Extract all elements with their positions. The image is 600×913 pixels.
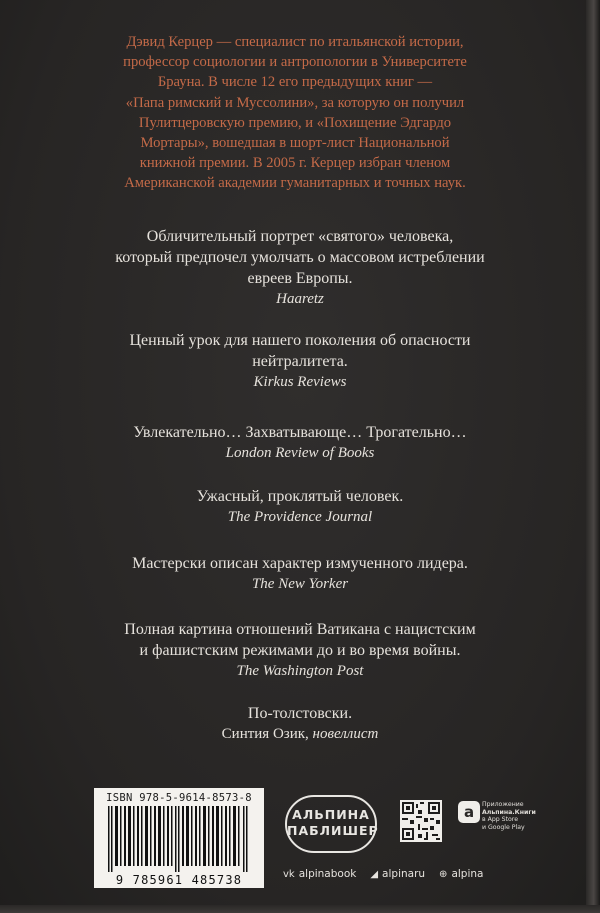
review-quote-line: Мастерски описан характер измученного лидера.: [132, 555, 468, 572]
bio-line: Пулитцеровскую премию, и «Похищение Эдгардо: [138, 114, 452, 131]
review-source: The Providence Journal: [227, 509, 373, 525]
review-washington-post: [40, 619, 560, 682]
review-quote-line: нейтралитета.: [252, 353, 348, 370]
barcode-bars: [108, 806, 250, 872]
barcode-digits: 9 785961 485738: [115, 873, 243, 887]
bio-line: книжной премии. В 2005 г. Керцер избран членом: [139, 155, 451, 172]
app-promo-line: Альпина.Книги: [482, 808, 536, 816]
review-quote-line: Полная картина отношений Ватикана с нацистским: [124, 621, 476, 638]
alpina-app-icon: a: [458, 801, 480, 823]
bio-line: профессор социологии и антропологии в Университете: [123, 54, 467, 71]
review-lrb: [40, 422, 560, 464]
qr-code-icon: [400, 800, 442, 842]
review-quote-line: Увлекательно… Захватывающе… Трогательно…: [133, 424, 467, 441]
review-new-yorker: [40, 553, 560, 595]
bio-line: Дэвид Керцер — специалист по итальянской истории,: [126, 34, 464, 50]
book-spine-edge: [586, 0, 600, 913]
app-promo-text: [482, 801, 542, 831]
review-source: Kirkus Reviews: [253, 374, 347, 390]
author-name: Синтия Озик,: [221, 726, 309, 742]
review-ozick: [40, 703, 560, 745]
plus-circle-icon: ⊕: [439, 869, 448, 880]
barcode-label: [94, 788, 264, 888]
app-promo-line: и Google Play: [482, 823, 525, 831]
isbn-label: ISBN 978-5-9614-8573-8: [106, 792, 252, 804]
social-label: alpinabook: [298, 868, 357, 880]
social-links: [283, 868, 563, 880]
review-source: Haaretz: [276, 291, 324, 307]
review-quote-line: Обличительный портрет «святого» человека,: [146, 228, 454, 245]
bio-line: Американской академии гуманитарных и точных наук.: [124, 175, 466, 192]
social-label: alpina: [451, 868, 484, 880]
social-vk: [283, 868, 356, 880]
review-quote-line: евреев Европы.: [247, 270, 353, 287]
review-haaretz: [40, 226, 560, 310]
bio-line: Мортары», вошедшая в шорт-лист Национальной: [140, 135, 450, 152]
author-role: новеллист: [312, 726, 379, 742]
review-quote-line: и фашистским режимами до и во время войны.: [139, 642, 461, 659]
review-providence: [40, 486, 560, 528]
bio-line: «Папа римский и Муссолини», за которую он получил: [125, 94, 465, 111]
telegram-icon: ◢: [370, 869, 379, 880]
review-kirkus: [40, 330, 560, 393]
social-web: [439, 868, 483, 880]
review-source: London Review of Books: [225, 445, 375, 461]
book-bottom-edge: [0, 905, 600, 913]
review-quote-line: Ценный урок для нашего поколения об опасности: [129, 332, 471, 349]
social-telegram: [370, 868, 425, 880]
app-promo-line: Приложение: [482, 801, 524, 808]
publisher-logo: [285, 795, 377, 853]
review-quote-line: По-толстовски.: [247, 705, 353, 722]
review-author: [40, 724, 560, 745]
app-promo-line: в App Store: [482, 816, 519, 823]
social-label: alpinaru: [382, 868, 426, 880]
review-source: The Washington Post: [236, 663, 364, 679]
vk-icon: vk: [283, 869, 295, 880]
review-quote-line: который предпочел умолчать о массовом истреблении: [115, 249, 485, 266]
bio-line: Брауна. В числе 12 его предыдущих книг —: [157, 74, 433, 91]
review-quote-line: Ужасный, проклятый человек.: [196, 488, 404, 505]
logo-line: ПАБЛИШЕР: [287, 823, 379, 838]
review-source: The New Yorker: [251, 576, 349, 592]
author-bio: [30, 32, 560, 194]
logo-line: АЛЬПИНА: [292, 807, 370, 822]
